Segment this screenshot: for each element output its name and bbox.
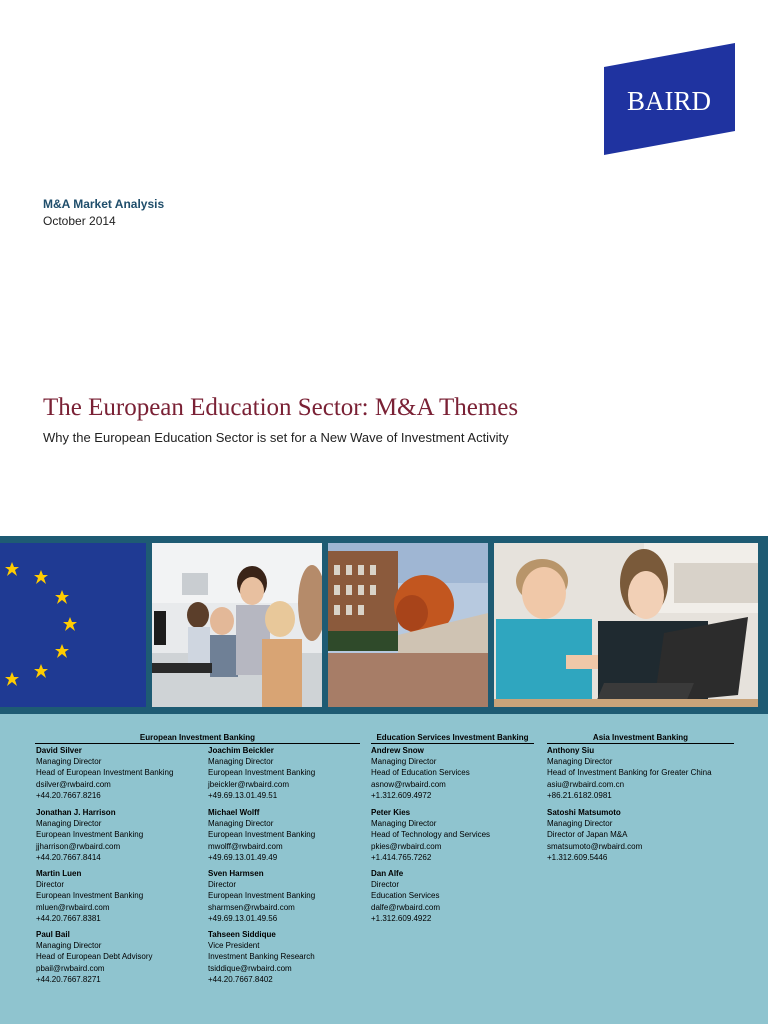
contact-phone: +44.20.7667.8216: [36, 790, 101, 800]
contact-card: [208, 745, 315, 801]
contact-email[interactable]: dsilver@rwbaird.com: [36, 779, 111, 789]
contact-phone: +1.414.765.7262: [371, 852, 432, 862]
contact-name: Martin Luen: [36, 869, 82, 878]
contact-card: [36, 929, 153, 985]
contact-card: [371, 807, 490, 863]
contact-phone: +49.69.13.01.49.51: [208, 790, 278, 800]
contact-email[interactable]: mluen@rwbaird.com: [36, 902, 110, 912]
contact-phone: +44.20.7667.8402: [208, 974, 273, 984]
contact-phone: +86.21.6182.0981: [547, 790, 612, 800]
contact-name: Jonathan J. Harrison: [36, 808, 116, 817]
contact-name: Sven Harmsen: [208, 869, 264, 878]
kids-laptop-photo: [494, 543, 758, 707]
contact-card: [36, 745, 173, 801]
contact-title: Vice President: [208, 941, 260, 951]
contact-phone: +49.69.13.01.49.56: [208, 913, 278, 923]
svg-text:BAIRD: BAIRD: [626, 86, 712, 116]
contact-name: Peter Kies: [371, 808, 411, 817]
contact-role: Head of European Investment Banking: [36, 768, 174, 778]
students-computers-photo: [152, 543, 322, 707]
contact-role: Head of European Debt Advisory: [36, 952, 153, 962]
contact-email[interactable]: mwolff@rwbaird.com: [208, 841, 283, 851]
contact-role: Head of Investment Banking for Greater China: [547, 768, 712, 778]
contact-role: European Investment Banking: [36, 891, 144, 901]
contact-name: Anthony Siu: [547, 746, 595, 755]
contact-role: Director of Japan M&A: [547, 830, 628, 840]
contact-email[interactable]: jbeickler@rwbaird.com: [208, 779, 290, 789]
contact-email[interactable]: dalfe@rwbaird.com: [371, 902, 441, 912]
page-subtitle: Why the European Education Sector is set for a New Wave of Investment Activity: [43, 430, 509, 445]
contact-card: [547, 745, 712, 801]
contact-phone: +44.20.7667.8381: [36, 913, 101, 923]
contact-title: Managing Director: [36, 941, 102, 951]
contact-title: Director: [36, 880, 65, 890]
contact-phone: +1.312.609.4972: [371, 790, 432, 800]
eu-flag-image: [0, 543, 146, 707]
contact-phone: +49.69.13.01.49.49: [208, 852, 278, 862]
contact-role: European Investment Banking: [36, 830, 144, 840]
photo-band: [0, 536, 768, 714]
contact-title: Managing Director: [208, 757, 274, 767]
contact-title: Managing Director: [547, 757, 613, 767]
contact-email[interactable]: asnow@rwbaird.com: [371, 779, 446, 789]
contact-title: Managing Director: [208, 819, 274, 829]
contact-email[interactable]: tsiddique@rwbaird.com: [208, 963, 292, 973]
contact-card: [547, 807, 642, 863]
contact-card: [208, 929, 315, 985]
contact-name: David Silver: [36, 746, 82, 755]
contact-title: Managing Director: [371, 819, 437, 829]
contact-email[interactable]: pkies@rwbaird.com: [371, 841, 442, 851]
contact-role: European Investment Banking: [208, 768, 316, 778]
contact-phone: +44.20.7667.8271: [36, 974, 101, 984]
contact-email[interactable]: jjharrison@rwbaird.com: [36, 841, 121, 851]
contact-title: Director: [208, 880, 237, 890]
contact-title: Managing Director: [36, 757, 102, 767]
education-ib-header: Education Services Investment Banking: [371, 733, 534, 744]
contact-card: [208, 868, 315, 924]
contact-title: Managing Director: [36, 819, 102, 829]
contact-phone: +44.20.7667.8414: [36, 852, 101, 862]
contact-email[interactable]: pbail@rwbaird.com: [36, 963, 105, 973]
contact-email[interactable]: sharmsen@rwbaird.com: [208, 902, 295, 912]
contact-role: Education Services: [371, 891, 440, 901]
contact-name: Dan Alfe: [371, 869, 404, 878]
contact-card: [371, 745, 470, 801]
contact-role: Investment Banking Research: [208, 952, 315, 962]
contact-name: Tahseen Siddique: [208, 930, 276, 939]
contact-name: Paul Bail: [36, 930, 70, 939]
report-type: M&A Market Analysis: [43, 197, 165, 211]
page-title: The European Education Sector: M&A Themes: [43, 394, 519, 421]
report-date: October 2014: [43, 214, 116, 228]
european-ib-header: European Investment Banking: [35, 733, 360, 744]
contacts-section: [0, 714, 768, 1024]
contact-name: Michael Wolff: [208, 808, 260, 817]
baird-logo: [604, 43, 735, 155]
university-building-photo: [328, 543, 488, 707]
contact-name: Joachim Beickler: [208, 746, 274, 755]
contact-role: European Investment Banking: [208, 891, 316, 901]
contact-card: [36, 807, 143, 863]
contact-phone: +1.312.609.4922: [371, 913, 432, 923]
contact-role: Head of Education Services: [371, 768, 470, 778]
contact-title: Director: [371, 880, 400, 890]
contact-name: Andrew Snow: [371, 746, 424, 755]
contact-title: Managing Director: [547, 819, 613, 829]
contact-email[interactable]: asiu@rwbaird.com.cn: [547, 779, 625, 789]
asia-ib-header: Asia Investment Banking: [547, 733, 734, 744]
contact-card: [208, 807, 315, 863]
contact-card: [36, 868, 143, 924]
contact-card: [371, 868, 440, 924]
contact-phone: +1.312.609.5446: [547, 852, 608, 862]
contact-email[interactable]: smatsumoto@rwbaird.com: [547, 841, 643, 851]
contact-role: Head of Technology and Services: [371, 830, 491, 840]
contact-role: European Investment Banking: [208, 830, 316, 840]
contact-title: Managing Director: [371, 757, 437, 767]
contact-name: Satoshi Matsumoto: [547, 808, 621, 817]
